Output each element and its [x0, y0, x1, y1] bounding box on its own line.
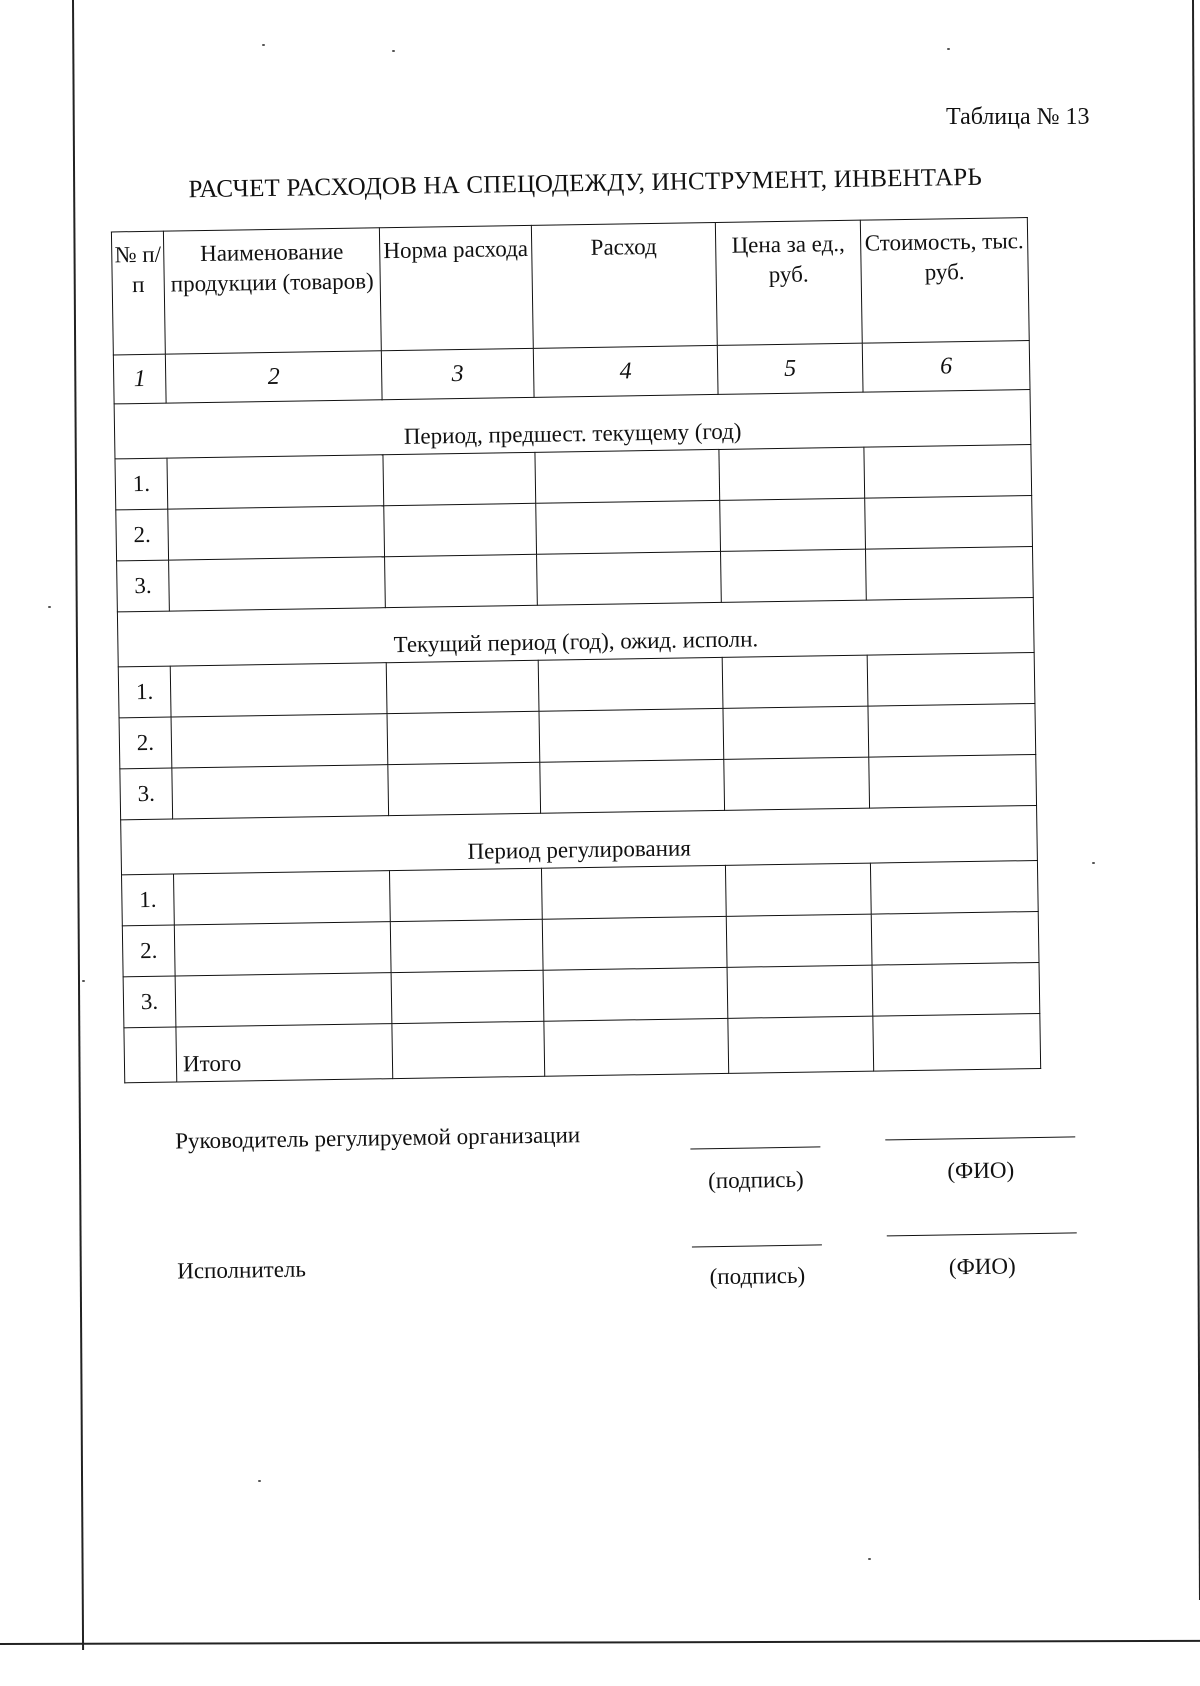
cell-unit-price[interactable]: [720, 498, 866, 551]
cell-total-consumption[interactable]: [544, 1018, 729, 1076]
column-number: 6: [862, 341, 1030, 393]
cell-consumption-norm[interactable]: [386, 660, 539, 713]
manager-signature-caption: (подпись): [707, 1166, 804, 1194]
row-number: 1.: [118, 666, 171, 718]
row-number: 2.: [122, 925, 175, 977]
column-header-consumption: Расход: [531, 222, 717, 348]
total-row-number-cell: [124, 1027, 177, 1083]
cell-cost[interactable]: [865, 496, 1033, 550]
cell-product-name[interactable]: [170, 663, 387, 717]
cell-unit-price[interactable]: [724, 757, 870, 810]
cell-cost[interactable]: [865, 547, 1033, 601]
row-number: 2.: [119, 717, 172, 769]
cell-cost[interactable]: [867, 653, 1035, 707]
cell-product-name[interactable]: [174, 871, 391, 925]
section-title-regulation-period: Период регулирования: [121, 805, 1038, 874]
table-number-label: Таблица № 13: [946, 104, 1090, 130]
column-number: 2: [165, 351, 382, 403]
scan-speck: [868, 1558, 871, 1560]
scan-speck: [1092, 862, 1095, 864]
cell-cost[interactable]: [872, 962, 1040, 1016]
row-number: 3.: [117, 560, 170, 612]
cell-product-name[interactable]: [168, 506, 385, 560]
scan-speck: [82, 980, 85, 982]
cell-unit-price[interactable]: [722, 655, 868, 708]
cell-product-name[interactable]: [169, 557, 386, 611]
cell-consumption[interactable]: [540, 759, 725, 813]
cell-total-consumption-norm[interactable]: [392, 1021, 545, 1078]
paper-bottom-edge: [0, 1640, 1200, 1645]
total-label: Итого: [176, 1024, 393, 1082]
row-number: 3.: [123, 976, 176, 1028]
column-number: 5: [717, 343, 863, 394]
section-title-previous-period: Период, предшест. текущему (год): [114, 390, 1031, 459]
cell-consumption[interactable]: [541, 865, 726, 919]
cell-consumption[interactable]: [542, 916, 727, 970]
scan-speck: [262, 44, 265, 46]
table-header-row: [111, 218, 1029, 355]
row-number: 3.: [120, 768, 173, 820]
cell-consumption-norm[interactable]: [391, 970, 544, 1023]
section-title-current-period: Текущий период (год), ожид. исполн.: [117, 598, 1034, 667]
executor-label: Исполнитель: [177, 1256, 307, 1284]
column-number: 1: [113, 354, 166, 404]
scan-speck: [947, 48, 950, 50]
cell-unit-price[interactable]: [725, 863, 871, 916]
manager-name-line[interactable]: [885, 1136, 1075, 1140]
paper-left-edge: [72, 0, 84, 1650]
cell-cost[interactable]: [871, 911, 1039, 965]
cell-product-name[interactable]: [174, 922, 391, 976]
signature-block: [115, 1102, 1088, 1337]
cell-consumption[interactable]: [539, 708, 724, 762]
executor-name-line[interactable]: [887, 1232, 1077, 1236]
cell-consumption-norm[interactable]: [385, 554, 538, 607]
cell-consumption-norm[interactable]: [384, 503, 537, 556]
cell-unit-price[interactable]: [726, 914, 872, 967]
column-header-consumption-norm: Норма расхода: [379, 225, 533, 350]
row-number: 2.: [116, 509, 169, 561]
cell-cost[interactable]: [868, 703, 1036, 757]
column-number: 4: [533, 345, 718, 397]
column-number: 3: [381, 348, 534, 399]
cell-unit-price[interactable]: [719, 447, 865, 500]
cell-total-cost[interactable]: [873, 1013, 1041, 1071]
executor-signature-caption: (подпись): [709, 1262, 806, 1290]
manager-name-caption: (ФИО): [947, 1157, 1015, 1184]
executor-name-caption: (ФИО): [948, 1253, 1016, 1280]
column-header-number: № п/п: [111, 231, 165, 355]
column-header-product-name: Наименование продукции (товаров): [163, 228, 381, 354]
cell-consumption[interactable]: [536, 500, 721, 554]
cell-cost[interactable]: [864, 445, 1032, 499]
row-number: 1.: [122, 874, 175, 926]
manager-label: Руководитель регулируемой организации: [175, 1122, 581, 1154]
cell-cost[interactable]: [869, 754, 1037, 808]
cell-product-name[interactable]: [172, 765, 389, 819]
column-header-cost: Стоимость, тыс. руб.: [860, 218, 1029, 344]
cell-consumption[interactable]: [535, 449, 720, 503]
cell-cost[interactable]: [870, 860, 1038, 914]
cell-consumption-norm[interactable]: [383, 452, 536, 505]
scan-speck: [258, 1480, 261, 1482]
expense-table: [111, 217, 1041, 1083]
row-number: 1.: [115, 458, 168, 510]
cell-consumption[interactable]: [538, 657, 723, 711]
scan-speck: [48, 606, 51, 608]
cell-consumption-norm[interactable]: [388, 762, 541, 815]
cell-unit-price[interactable]: [721, 549, 867, 602]
cell-consumption[interactable]: [537, 551, 722, 605]
column-header-unit-price: Цена за ед., руб.: [715, 220, 862, 345]
form-content: [100, 162, 1088, 1337]
cell-unit-price[interactable]: [723, 706, 869, 759]
executor-signature-line[interactable]: [692, 1244, 822, 1247]
cell-product-name[interactable]: [167, 455, 384, 509]
cell-consumption-norm[interactable]: [387, 711, 540, 764]
cell-total-unit-price[interactable]: [728, 1016, 874, 1073]
cell-unit-price[interactable]: [727, 965, 873, 1018]
paper-right-edge: [1192, 0, 1200, 1600]
manager-signature-line[interactable]: [690, 1146, 820, 1149]
cell-product-name[interactable]: [175, 973, 392, 1027]
cell-consumption[interactable]: [543, 967, 728, 1021]
form-title: РАСЧЕТ РАСХОДОВ НА СПЕЦОДЕЖДУ, ИНСТРУМЕНТ, ИНВЕНТАРЬ: [188, 163, 983, 204]
cell-consumption-norm[interactable]: [389, 868, 542, 921]
scan-speck: [392, 50, 395, 52]
cell-consumption-norm[interactable]: [390, 919, 543, 972]
cell-product-name[interactable]: [171, 714, 388, 768]
